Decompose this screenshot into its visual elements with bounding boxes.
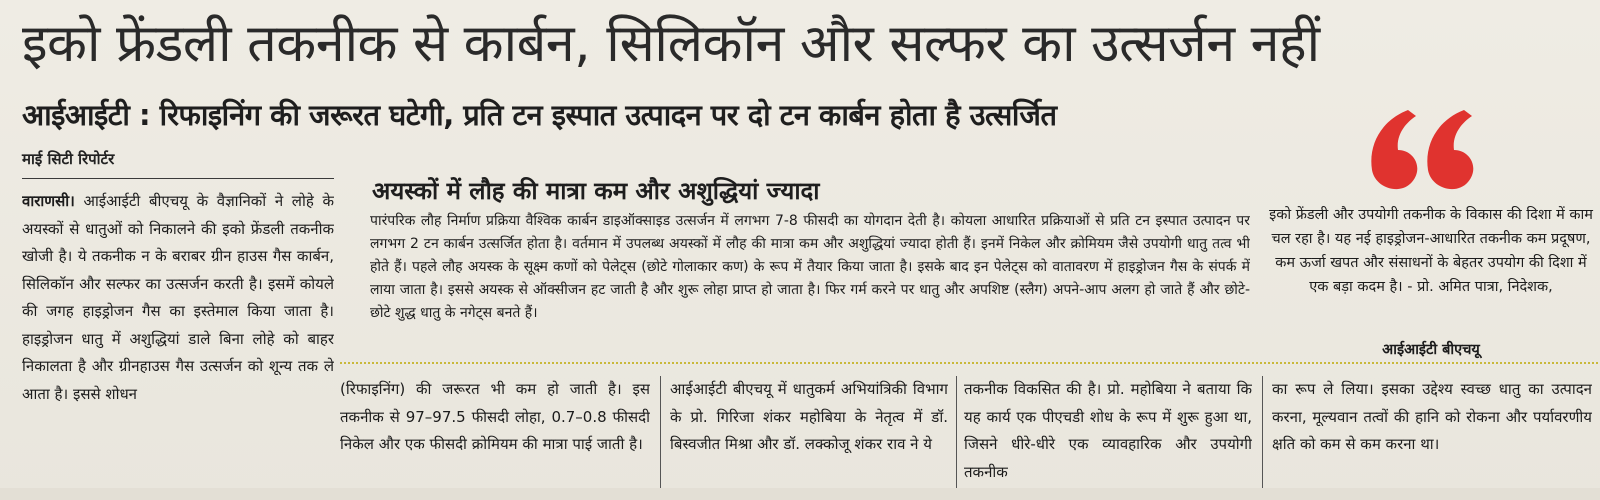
pullquote-text: इको फ्रेंडली और उपयोगी तकनीक के विकास की दिशा में काम चल रहा है। यह नई हाइड्रोजन-आधारित तकनीक कम प्रदूषण, कम ऊर्जा खपत और संसाधनों के बेहतर उपयोग की दिशा में एक बड़ा कदम है। - प्रो. अमित पात्रा, निदेशक,: [1269, 207, 1593, 295]
pullquote-attribution-text: आईआईटी बीएचयू: [1382, 342, 1480, 358]
column1-top-rule: [22, 178, 334, 179]
box-body: पारंपरिक लौह निर्माण प्रक्रिया वैश्विक कार्बन डाइऑक्साइड उत्सर्जन में लगभग 7-8 फीसदी का योगदान देती है। कोयला आधारित प्रक्रियाओं से प्रति टन इस्पात उत्पादन पर लगभग 2 टन कार्बन उत्सर्जित होता है। वर्तमान में उपलब्ध अयस्कों में लौह की मात्रा कम और अशुद्धियां ज्यादा होती हैं। इनमें निकेल और क्रोमियम जैसे उपयोगी धातु तत्व भी होते हैं। पहले लौह अयस्क के सूक्ष्म कणों को पेलेट्स (छोटे गोलाकार कण) के रूप में तैयार किया जाता है। इसके बाद इन पेलेट्स को वातावरण में हाइड्रोजन गैस के संपर्क में लाया जाता है। इससे अयस्क से ऑक्सीजन हट जाती है और शुरू लोहा प्राप्त हो जाता है। फिर गर्म करने पर धातु और अपशिष्ट (स्लैग) अपने-आप अलग हो जाते हैं और छोटे-छोटे शुद्ध धातु के नगेट्स बनते हैं।: [370, 213, 1250, 321]
column-1-text: आईआईटी बीएचयू के वैज्ञानिकों ने लोहे के अयस्कों से धातुओं को निकालने की इको फ्रेंडली तकनीक खोजी है। ये तकनीक न के बराबर ग्रीन हाउस गैस कार्बन, सिलिकॉन और सल्फर का उत्सर्जन करती है। इसमें कोयले की जगह हाइड्रोजन गैस का इस्तेमाल किया जाता है। हाइड्रोजन धातु में अशुद्धियां डाले बिना लोहे को बाहर निकालता है और ग्रीनहाउस गैस उत्सर्जन को शून्य तक ले आता है। इससे शोधन: [22, 192, 334, 403]
column-1: [22, 188, 334, 488]
column-3: [670, 376, 948, 488]
column-4: [964, 376, 1252, 488]
page-bottom-edge: [0, 488, 1600, 500]
column-divider: [660, 376, 661, 488]
column-divider: [956, 376, 957, 488]
column-2-text: (रिफाइनिंग) की जरूरत भी कम हो जाती है। इस तकनीक से 97–97.5 फीसदी लोहा, 0.7–0.8 फीसदी निकेल और एक फीसदी क्रोमियम की मात्रा पाई जाती है।: [340, 380, 650, 453]
quote-mark-icon: [1360, 92, 1480, 202]
dateline: वाराणसी।: [22, 192, 75, 210]
byline: माई सिटी रिपोर्टर: [22, 150, 115, 168]
column-3-text: आईआईटी बीएचयू में धातुकर्म अभियांत्रिकी विभाग के प्रो. गिरिजा शंकर महोबिया के नेतृत्व में डॉ. बिस्वजीत मिश्रा और डॉ. लक्कोजू शंकर राव ने ये: [670, 380, 948, 453]
column-4-text: तकनीक विकसित की है। प्रो. महोबिया ने बताया कि यह कार्य एक पीएचडी शोध के रूप में शुरू हुआ था, जिसने धीरे-धीरे एक व्यावहारिक और उपयोगी तकनीक: [964, 380, 1252, 481]
column-5: [1272, 376, 1592, 488]
dotted-separator: [340, 362, 1600, 364]
subheadline: आईआईटी : रिफाइनिंग की जरूरत घटेगी, प्रति टन इस्पात उत्पादन पर दो टन कार्बन होता है उत्सर्जित: [22, 98, 1057, 132]
column-2: [340, 376, 650, 488]
pullquote-attribution: [1268, 338, 1594, 362]
column-divider: [1262, 376, 1263, 488]
column-5-text: का रूप ले लिया। इसका उद्देश्य स्वच्छ धातु का उत्पादन करना, मूल्यवान तत्वों की हानि को रोकना और पर्यावरणीय क्षति को कम से कम करना था।: [1272, 380, 1592, 453]
headline: इको फ्रेंडली तकनीक से कार्बन, सिलिकॉन और सल्फर का उत्सर्जन नहीं: [22, 14, 1320, 74]
box-heading: अयस्कों में लौह की मात्रा कम और अशुद्धियां ज्यादा: [372, 177, 820, 205]
